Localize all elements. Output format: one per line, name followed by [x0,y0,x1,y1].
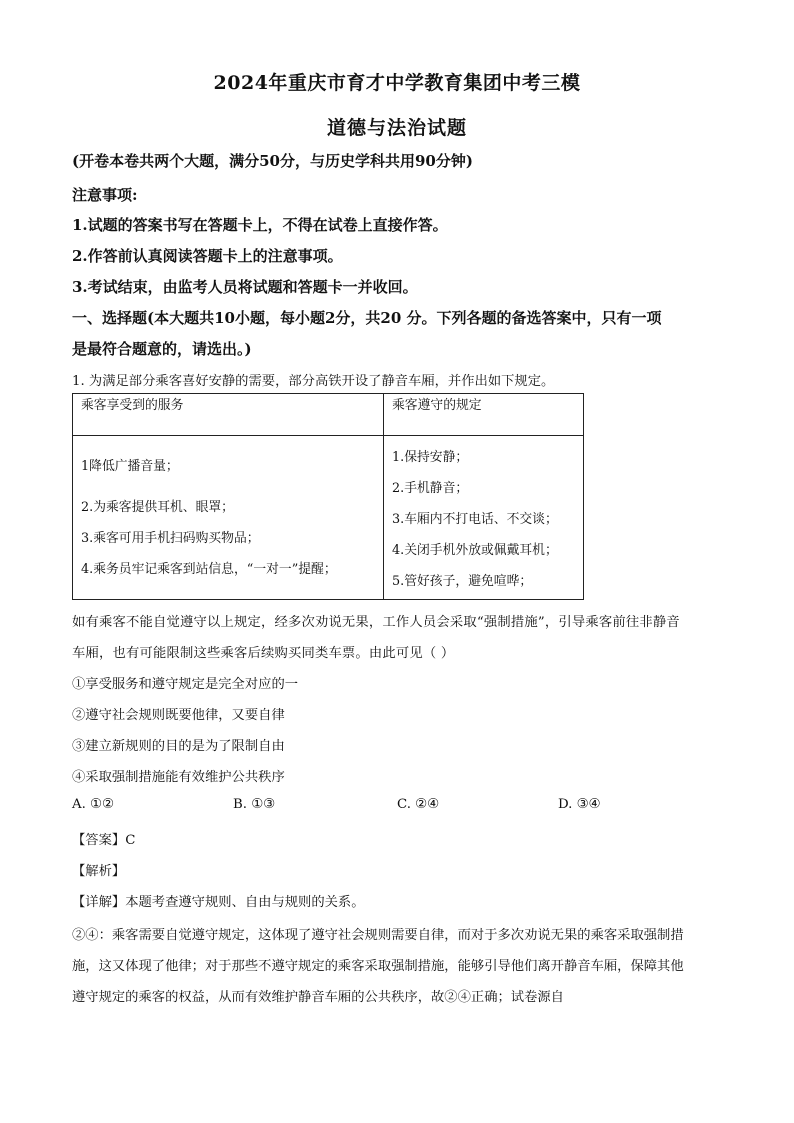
rule-item: 2.手机静音； [392,481,469,496]
option-c: C. ②④ [397,797,439,812]
option-d: D. ③④ [558,797,601,812]
attention-item-1: 1.试题的答案书写在答题卡上，不得在试卷上直接作答。 [72,216,448,234]
option-a: A. ①② [72,797,114,812]
explanation-line3: 遵守规定的乘客的权益，从而有效维护静音车厢的公共秩序，故②④正确；试卷源自 [72,990,564,1005]
service-item: 2.为乘客提供耳机、眼罩； [81,500,234,515]
explanation-line1: ②④：乘客需要自觉遵守规定，这体现了遵守社会规则需要自律，而对于多次劝说无果的乘客采取强制措 [72,928,684,943]
attention-heading: 注意事项: [72,186,138,204]
rule-item: 4.关闭手机外放或佩戴耳机； [392,543,558,558]
table-header-rules: 乘客遵守的规定 [384,394,584,436]
service-item: 1降低广播音量； [81,459,179,474]
question-body-line1: 如有乘客不能自觉遵守以上规定，经多次劝说无果，工作人员会采取“强制措施”，引导乘客前往非静音 [72,615,680,630]
section-heading-line2: 是最符合题意的，请选出。) [72,340,252,358]
rules-table [72,393,584,600]
exam-subtitle: 道德与法治试题 [326,117,467,139]
rule-item: 5.管好孩子，避免喧哗； [392,574,533,589]
section-heading-line1: 一、选择题(本大题共10小题，每小题2分，共20 分。下列各题的备选答案中，只有一项 [72,309,662,327]
statement-3: ③建立新规则的目的是为了限制自由 [72,739,285,754]
answer-value: C [125,833,136,848]
rule-item: 1.保持安静； [392,450,469,465]
cell-spacer [81,482,383,492]
option-b: B. ①③ [233,797,276,812]
services-cell [73,436,384,600]
table-header-row [73,394,584,436]
question-stem: 1. 为满足部分乘客喜好安静的需要，部分高铁开设了静音车厢，并作出如下规定。 [72,374,555,389]
attention-item-2: 2.作答前认真阅读答题卡上的注意事项。 [72,247,343,265]
detail-tag: 【详解】 [72,895,126,910]
statement-2: ②遵守社会规则既要他律，又要自律 [72,708,285,723]
question-body-line2: 车厢，也有可能限制这些乘客后续购买同类车票。由此可见（ ） [72,646,455,661]
statement-1: ①享受服务和遵守规定是完全对应的一 [72,677,299,692]
detail-text: 本题考查遵守规则、自由与规则的关系。 [125,895,365,910]
exam-note: (开卷本卷共两个大题，满分50分，与历史学科共用90分钟) [72,152,473,170]
answer-line [72,829,135,848]
table-header-services: 乘客享受到的服务 [73,394,384,436]
statement-4: ④采取强制措施能有效维护公共秩序 [72,770,285,785]
attention-item-3: 3.考试结束，由监考人员将试题和答题卡一并收回。 [72,278,418,296]
table-body-row [73,436,584,600]
service-item: 3.乘客可用手机扫码购买物品； [81,531,260,546]
detail-line [72,891,365,910]
rule-item: 3.车厢内不打电话、不交谈； [392,512,558,527]
exam-title: 2024年重庆市育才中学教育集团中考三模 [213,72,581,94]
explanation-line2: 施，这又体现了他律；对于那些不遵守规定的乘客采取强制措施，能够引导他们离开静音车厢，保障其他 [72,959,684,974]
service-item: 4.乘务员牢记乘客到站信息，“一对一”提醒； [81,562,337,577]
analysis-tag: 【解析】 [72,864,126,879]
rules-cell [384,436,584,600]
answer-tag: 【答案】 [72,833,126,848]
